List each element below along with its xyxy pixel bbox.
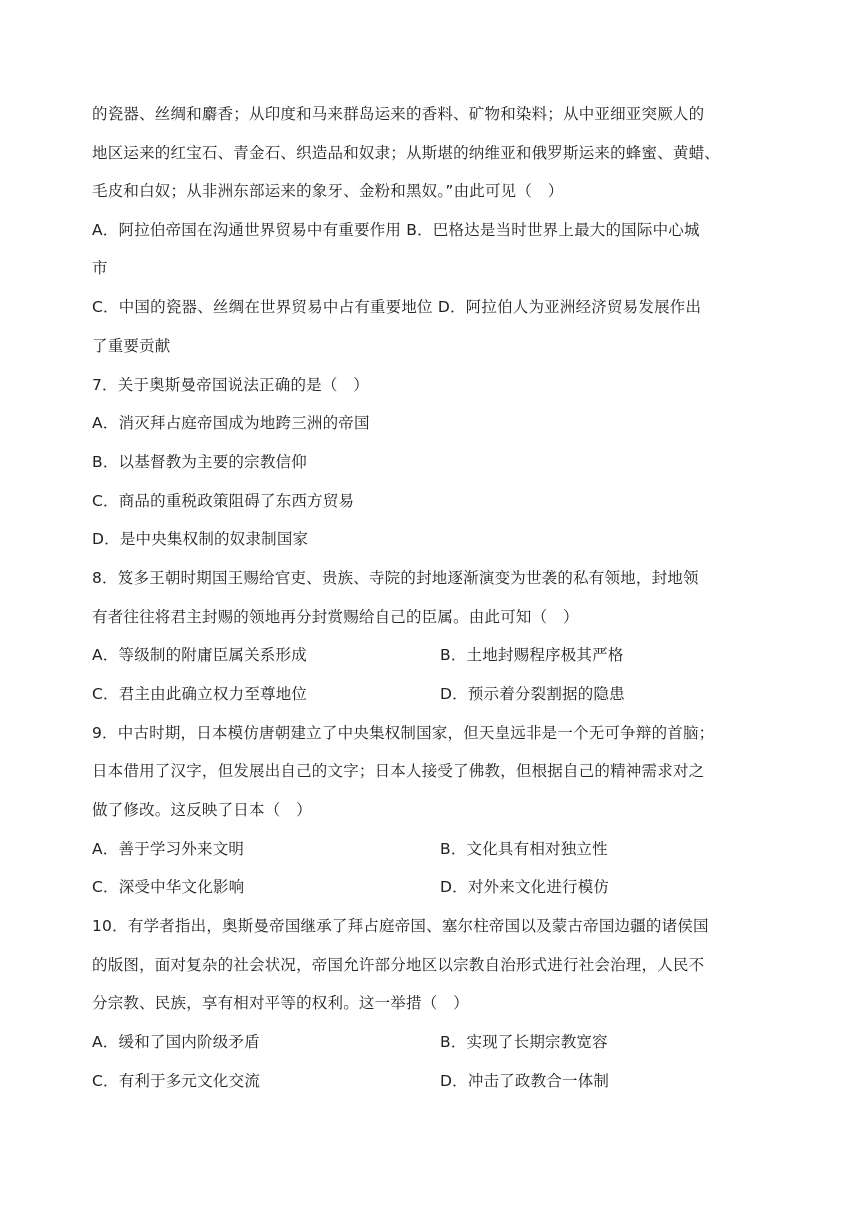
q10-stem-line-3: 分宗教、民族，享有相对平等的权利。这一举措（ ） bbox=[92, 994, 469, 1012]
q8-option-d: D．预示着分裂割据的隐患 bbox=[440, 685, 625, 703]
q6-stem-line-1: 的瓷器、丝绸和麝香；从印度和马来群岛运来的香料、矿物和染料；从中亚细亚突厥人的 bbox=[92, 105, 705, 123]
q7-option-a: A．消灭拜占庭帝国成为地跨三洲的帝国 bbox=[92, 414, 370, 432]
q6-option-line-2: 市 bbox=[92, 259, 108, 277]
q10-stem-line-2: 的版图，面对复杂的社会状况，帝国允许部分地区以宗教自治形式进行社会治理，人民不 bbox=[92, 956, 705, 974]
q9-option-a: A．善于学习外来文明 bbox=[92, 840, 245, 858]
q6-option-line-3: C．中国的瓷器、丝绸在世界贸易中占有重要地位 D．阿拉伯人为亚洲经济贸易发展作出 bbox=[92, 298, 702, 316]
q9-option-c: C．深受中华文化影响 bbox=[92, 878, 245, 896]
q6-option-line-4: 了重要贡献 bbox=[92, 337, 171, 355]
q6-stem-line-2: 地区运来的红宝石、青金石、织造品和奴隶；从斯堪的纳维亚和俄罗斯运来的蜂蜜、黄蜡、 bbox=[92, 144, 721, 162]
q10-option-b: B．实现了长期宗教宽容 bbox=[440, 1033, 608, 1051]
q7-stem: 7．关于奥斯曼帝国说法正确的是（ ） bbox=[92, 376, 369, 394]
q8-option-a: A．等级制的附庸臣属关系形成 bbox=[92, 646, 307, 664]
q10-option-c: C．有利于多元文化交流 bbox=[92, 1072, 261, 1090]
q6-option-line-1: A．阿拉伯帝国在沟通世界贸易中有重要作用 B．巴格达是当时世界上最大的国际中心城 bbox=[92, 221, 700, 239]
q9-stem-line-3: 做了修改。这反映了日本（ ） bbox=[92, 801, 312, 819]
q9-option-b: B．文化具有相对独立性 bbox=[440, 840, 608, 858]
q8-stem-line-2: 有者往往将君主封赐的领地再分封赏赐给自己的臣属。由此可知（ ） bbox=[92, 608, 579, 626]
q7-option-c: C．商品的重税政策阻碍了东西方贸易 bbox=[92, 492, 355, 510]
q9-stem-line-2: 日本借用了汉字，但发展出自己的文字；日本人接受了佛教，但根据自己的精神需求对之 bbox=[92, 762, 705, 780]
q8-stem-line-1: 8．笈多王朝时期国王赐给官吏、贵族、寺院的封地逐渐演变为世袭的私有领地，封地领 bbox=[92, 569, 699, 587]
q8-option-c: C．君主由此确立权力至尊地位 bbox=[92, 685, 308, 703]
q7-option-b: B．以基督教为主要的宗教信仰 bbox=[92, 453, 307, 471]
q9-option-d: D．对外来文化进行模仿 bbox=[440, 878, 610, 896]
q7-option-d: D．是中央集权制的奴隶制国家 bbox=[92, 530, 309, 548]
q10-option-d: D．冲击了政教合一体制 bbox=[440, 1072, 610, 1090]
q10-stem-line-1: 10．有学者指出，奥斯曼帝国继承了拜占庭帝国、塞尔柱帝国以及蒙古帝国边疆的诸侯国 bbox=[92, 917, 709, 935]
q9-stem-line-1: 9．中古时期，日本模仿唐朝建立了中央集权制国家，但天皇远非是一个无可争辩的首脑； bbox=[92, 724, 715, 742]
q6-stem-line-3: 毛皮和白奴；从非洲东部运来的象牙、金粉和黑奴。”由此可见（ ） bbox=[92, 182, 564, 200]
q8-option-b: B．土地封赐程序极其严格 bbox=[440, 646, 624, 664]
q10-option-a: A．缓和了国内阶级矛盾 bbox=[92, 1033, 260, 1051]
